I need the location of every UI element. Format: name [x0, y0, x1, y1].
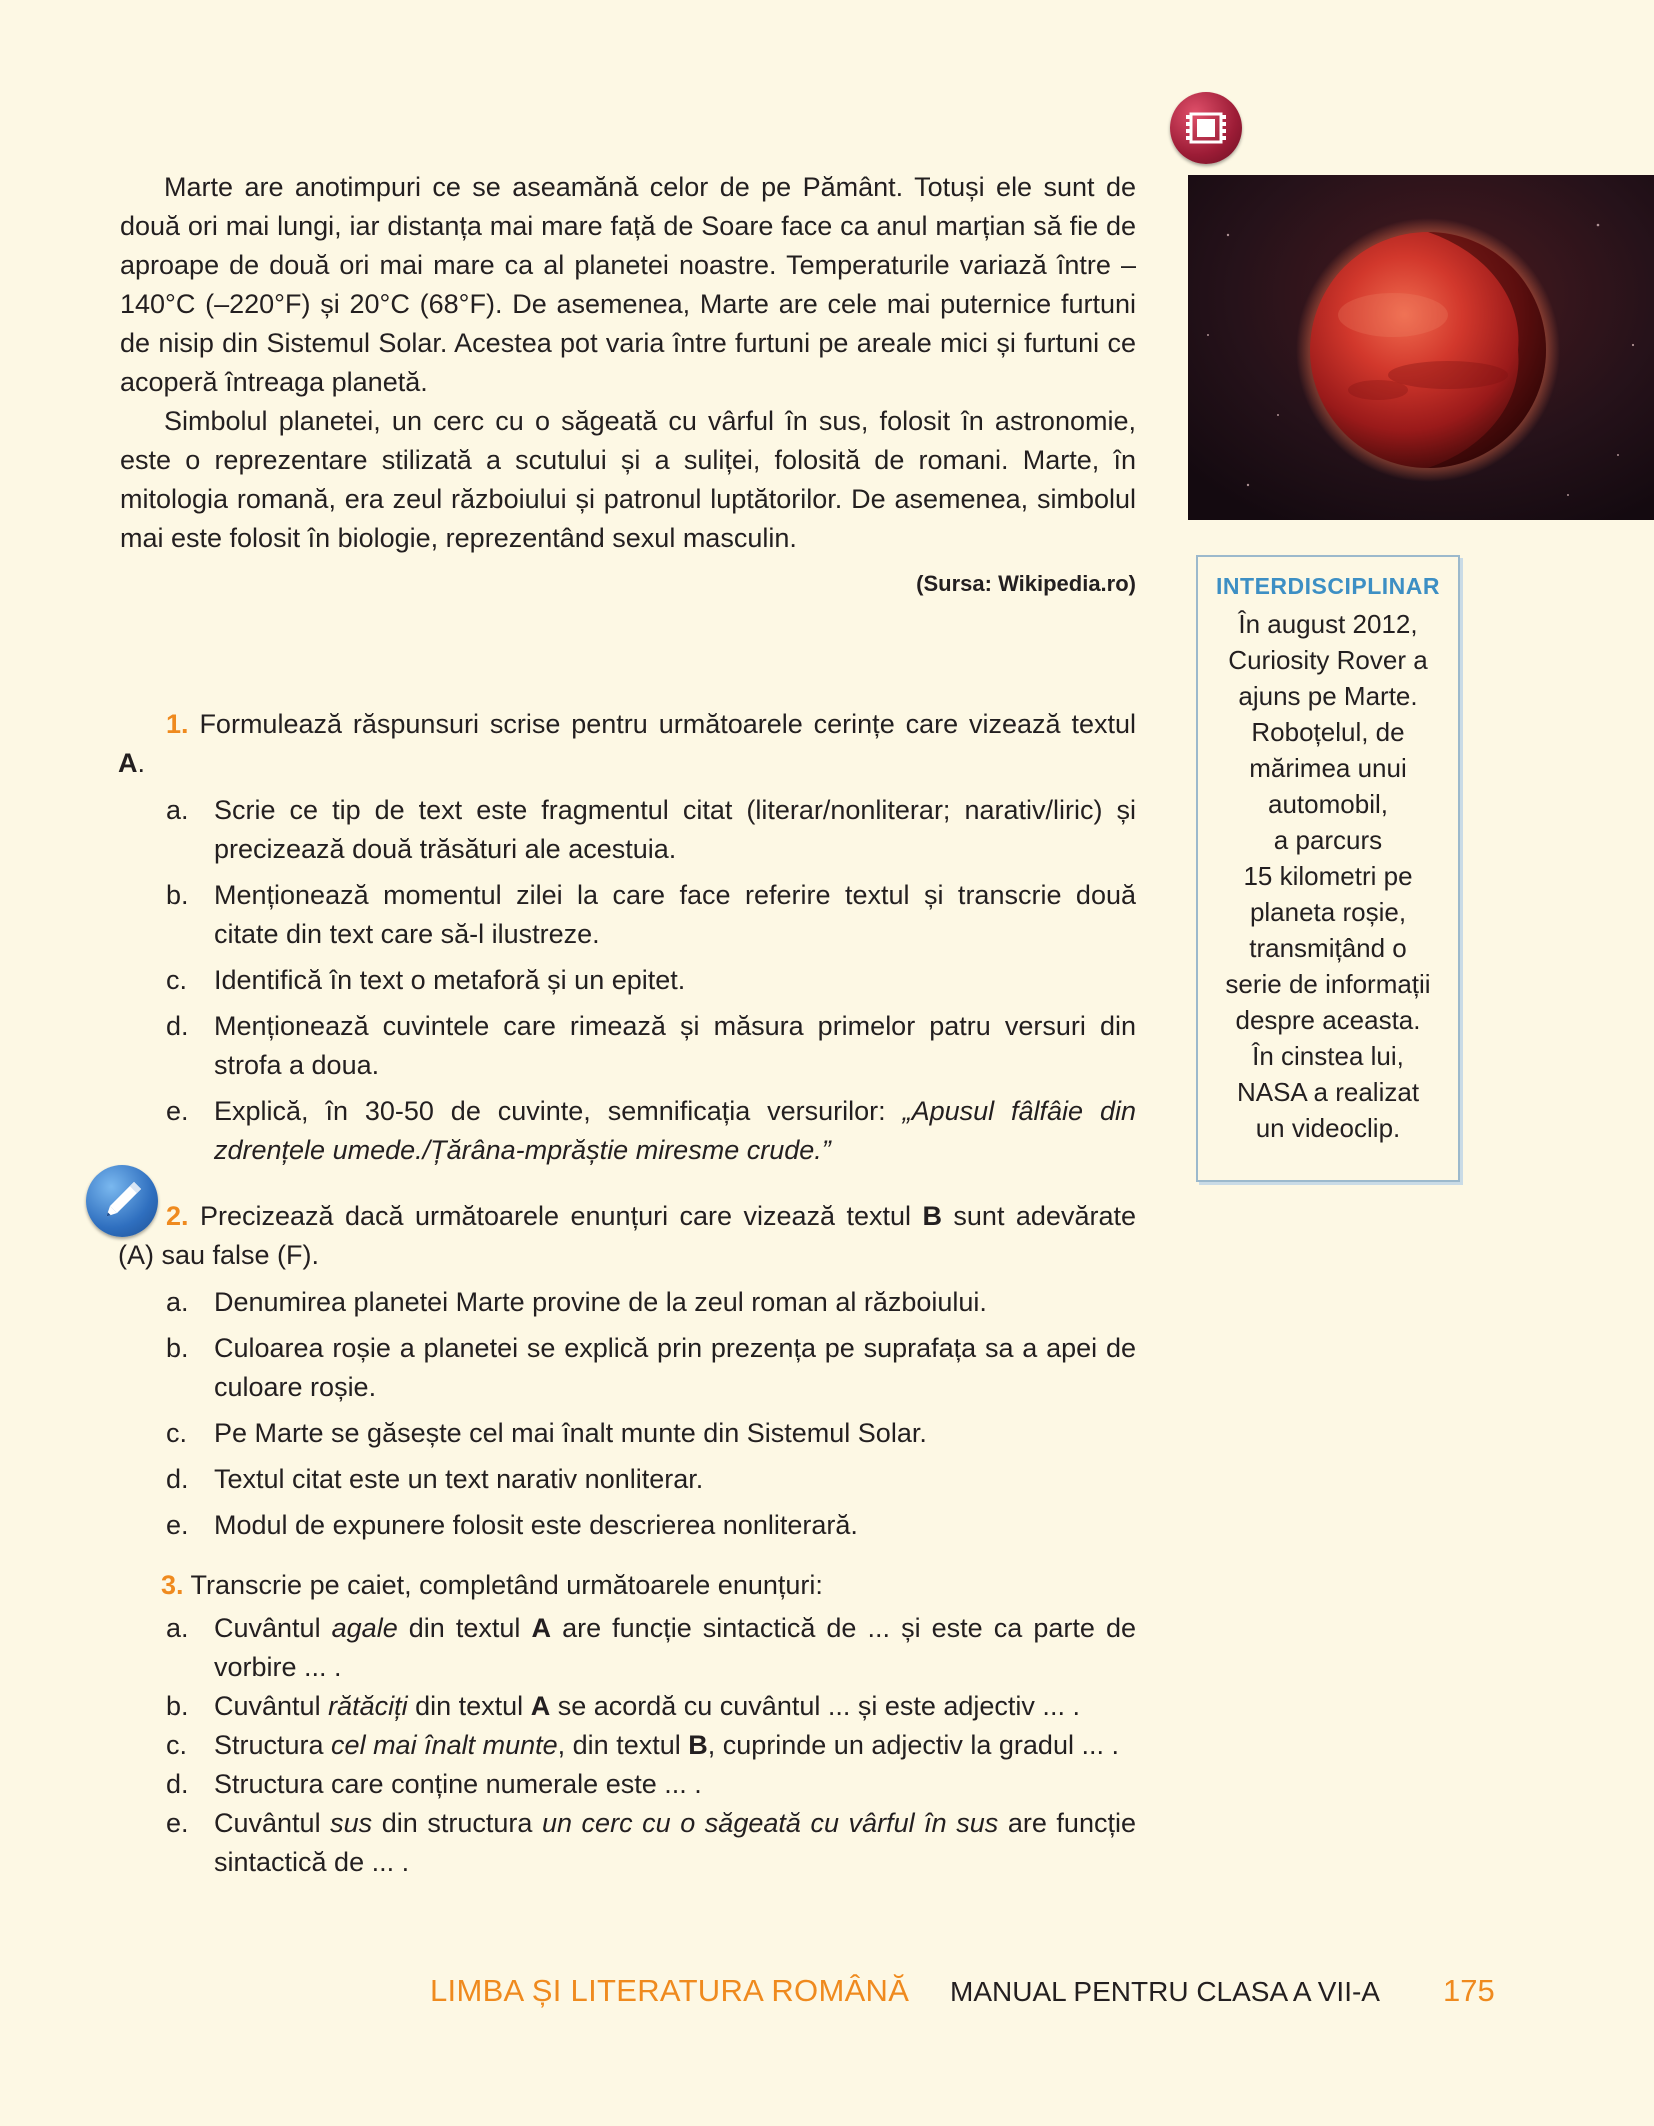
interdisciplinary-line: În august 2012, [1238, 609, 1418, 639]
item-letter: c. [166, 1730, 188, 1760]
list-item [118, 1765, 1136, 1804]
interdisciplinary-title: INTERDISCIPLINAR [1216, 573, 1440, 599]
quoted-phrase: un cerc cu o săgeată cu vârful în sus [541, 1808, 999, 1838]
exercise-2 [118, 1197, 1136, 1275]
text-reference: B [688, 1730, 708, 1760]
list-item [118, 1329, 1136, 1407]
list-item [118, 791, 1136, 869]
item-text: Culoarea roșie a planetei se explică prin prezența pe suprafața sa a apei de culoare roșie. [214, 1333, 1136, 1402]
item-text [214, 1687, 1136, 1726]
list-item [118, 1609, 1136, 1687]
text-part: Structura [214, 1730, 332, 1760]
item-text [214, 1804, 1136, 1882]
exercise-1 [118, 705, 1136, 783]
exercise-2-items [118, 1283, 1136, 1545]
source-citation: (Sursa: Wikipedia.ro) [916, 571, 1136, 596]
interdisciplinary-line: Curiosity Rover a [1228, 645, 1428, 675]
text-part: , din textul [557, 1730, 689, 1760]
text-reference: B [922, 1201, 942, 1231]
list-item [118, 1414, 1136, 1453]
exercise-prompt: Precizează dacă următoarele enunțuri care vizează textul [199, 1201, 923, 1231]
interdisciplinary-line: Roboțelul, de [1251, 717, 1405, 747]
item-text: Identifică în text o metaforă și un epitet. [214, 965, 686, 995]
text-part: din textul [397, 1613, 532, 1643]
item-text: Modul de expunere folosit este descrierea nonliterară. [214, 1510, 858, 1540]
page-footer [0, 1973, 1654, 2013]
item-letter: a. [166, 1287, 189, 1317]
page-number: 175 [1443, 1973, 1495, 2008]
text-part: din structura [372, 1808, 542, 1838]
text-reference: A [531, 1613, 551, 1643]
item-letter: e. [166, 1096, 189, 1126]
item-letter: a. [166, 1613, 189, 1643]
list-item [118, 876, 1136, 954]
exercise-prompt-end: sunt adevărate (A) sau false (F). [118, 1201, 1136, 1270]
item-letter: a. [166, 795, 189, 825]
item-text: Scrie ce tip de text este fragmentul citat (literar/nonliterar; narativ/liric) și precizează două trăsături ale acestuia. [214, 795, 1136, 864]
text-part: are funcție sintactică de ... și este ca parte de vorbire ... . [214, 1613, 1136, 1682]
item-text: Denumirea planetei Marte provine de la zeul roman al războiului. [214, 1287, 987, 1317]
film-reel-icon[interactable] [1170, 92, 1242, 164]
quoted-word: sus [330, 1808, 373, 1838]
item-letter: c. [166, 965, 188, 995]
list-item [118, 1804, 1136, 1882]
list-item [118, 1726, 1136, 1765]
exercise-prompt: Transcrie pe caiet, completând următoarele enunțuri: [190, 1570, 823, 1600]
exercise-1-items [118, 791, 1136, 1170]
exercise-prompt-end: . [137, 748, 146, 778]
item-letter: b. [166, 880, 189, 910]
interdisciplinary-line: ajuns pe Marte. [1238, 681, 1418, 711]
interdisciplinary-line: despre aceasta. [1235, 1005, 1421, 1035]
list-item [118, 1007, 1136, 1085]
paragraph-symbol: Simbolul planetei, un cerc cu o săgeată cu vârful în sus, folosit în astronomie, este o reprezentare stilizată a scutului și a suliței, folosită de romani. Marte, în mitologia romană, era zeul războiului și patronul luptătorilor. De asemenea, simbolul mai este folosit în biologie, reprezentând sexul masculin. [120, 406, 1136, 553]
interdisciplinary-line: mărimea unui [1249, 753, 1407, 783]
paragraph-seasons: Marte are anotimpuri ce se aseamănă celor de pe Pământ. Totuși ele sunt de două ori mai lungi, iar distanța mai mare față de Soare face ca anul marțian să fie de aproape de două ori mai mare ca al planetei noastre. Temperaturile variază între –140°C (–220°F) și 20°C (68°F). De asemenea, Marte are cele mai puternice furtuni de nisip din Sistemul Solar. Acestea pot varia între furtuni pe areale mici și furtuni ce acoperă întreaga planetă. [120, 172, 1136, 397]
list-item [118, 961, 1136, 1000]
item-text: Structura care conține numerale este ... . [214, 1769, 702, 1799]
item-text [214, 1092, 1136, 1170]
exercises [118, 705, 1136, 1882]
interdisciplinary-line: automobil, [1268, 789, 1388, 819]
interdisciplinary-line: serie de informații [1225, 969, 1431, 999]
interdisciplinary-text [1198, 606, 1458, 1146]
quoted-word: agale [331, 1613, 398, 1643]
item-text [214, 1609, 1136, 1687]
quoted-word: rătăciți [328, 1691, 408, 1721]
list-item [118, 1092, 1136, 1170]
item-letter: c. [166, 1418, 188, 1448]
list-item [118, 1687, 1136, 1726]
list-item [118, 1460, 1136, 1499]
exercise-3-items [118, 1609, 1136, 1882]
interdisciplinary-line: NASA a realizat [1236, 1077, 1420, 1107]
interdisciplinary-line: transmițând o [1249, 933, 1407, 963]
item-letter: b. [166, 1333, 189, 1363]
text-part: Cuvântul [214, 1691, 329, 1721]
item-letter: d. [166, 1769, 189, 1799]
interdisciplinary-box [1196, 555, 1460, 1182]
item-text [214, 1726, 1136, 1765]
exercise-number: 2. [166, 1201, 189, 1231]
list-item [118, 1506, 1136, 1545]
interdisciplinary-line: planeta roșie, [1249, 897, 1407, 927]
item-text: Menționează cuvintele care rimează și măsura primelor patru versuri din strofa a doua. [214, 1011, 1136, 1080]
interdisciplinary-line: 15 kilometri pe [1243, 861, 1413, 891]
text-part: Cuvântul [214, 1808, 331, 1838]
item-letter: e. [166, 1510, 189, 1540]
item-letter: e. [166, 1808, 189, 1838]
exercise-number: 3. [161, 1570, 184, 1600]
item-letter: b. [166, 1691, 189, 1721]
text-part: Cuvântul [214, 1613, 332, 1643]
item-text: Textul citat este un text narativ nonliterar. [214, 1464, 704, 1494]
text-reference: A [118, 748, 138, 778]
list-item [118, 1283, 1136, 1322]
footer-subject: LIMBA ȘI LITERATURA ROMÂNĂ [430, 1973, 910, 2008]
quoted-word: cel mai înalt munte [331, 1730, 558, 1760]
exercise-prompt: Formulează răspunsuri scrise pentru următoarele cerințe care vizează textul [199, 709, 1136, 739]
text-part: se acordă cu cuvântul ... și este adjectiv ... . [550, 1691, 1080, 1721]
text-part: are funcție sintactică de ... . [214, 1808, 1136, 1877]
item-text-part: Explică, în 30-50 de cuvinte, semnificația versurilor: [214, 1096, 903, 1126]
exercise-3 [118, 1566, 1136, 1605]
text-b [120, 168, 1136, 603]
text-part: , cuprinde un adjectiv la gradul ... . [707, 1730, 1119, 1760]
exercise-number: 1. [166, 709, 189, 739]
interdisciplinary-line: un videoclip. [1255, 1113, 1401, 1143]
item-letter: d. [166, 1011, 189, 1041]
item-text: Menționează momentul zilei la care face referire textul și transcrie două citate din text care să-l ilustreze. [214, 880, 1136, 949]
text-part: din textul [407, 1691, 531, 1721]
text-reference: A [530, 1691, 551, 1721]
interdisciplinary-line: a parcurs [1273, 825, 1383, 855]
verse-quote: „Apusul fâlfâie din zdrențele umede./Țărâna-mprăștie miresme crude.” [214, 1096, 1137, 1165]
item-text: Pe Marte se găsește cel mai înalt munte din Sistemul Solar. [214, 1418, 927, 1448]
interdisciplinary-line: În cinstea lui, [1252, 1041, 1404, 1071]
item-letter: d. [166, 1464, 189, 1494]
footer-manual: MANUAL PENTRU CLASA A VII-A [950, 1976, 1380, 2007]
mars-planet-image [1188, 175, 1654, 520]
